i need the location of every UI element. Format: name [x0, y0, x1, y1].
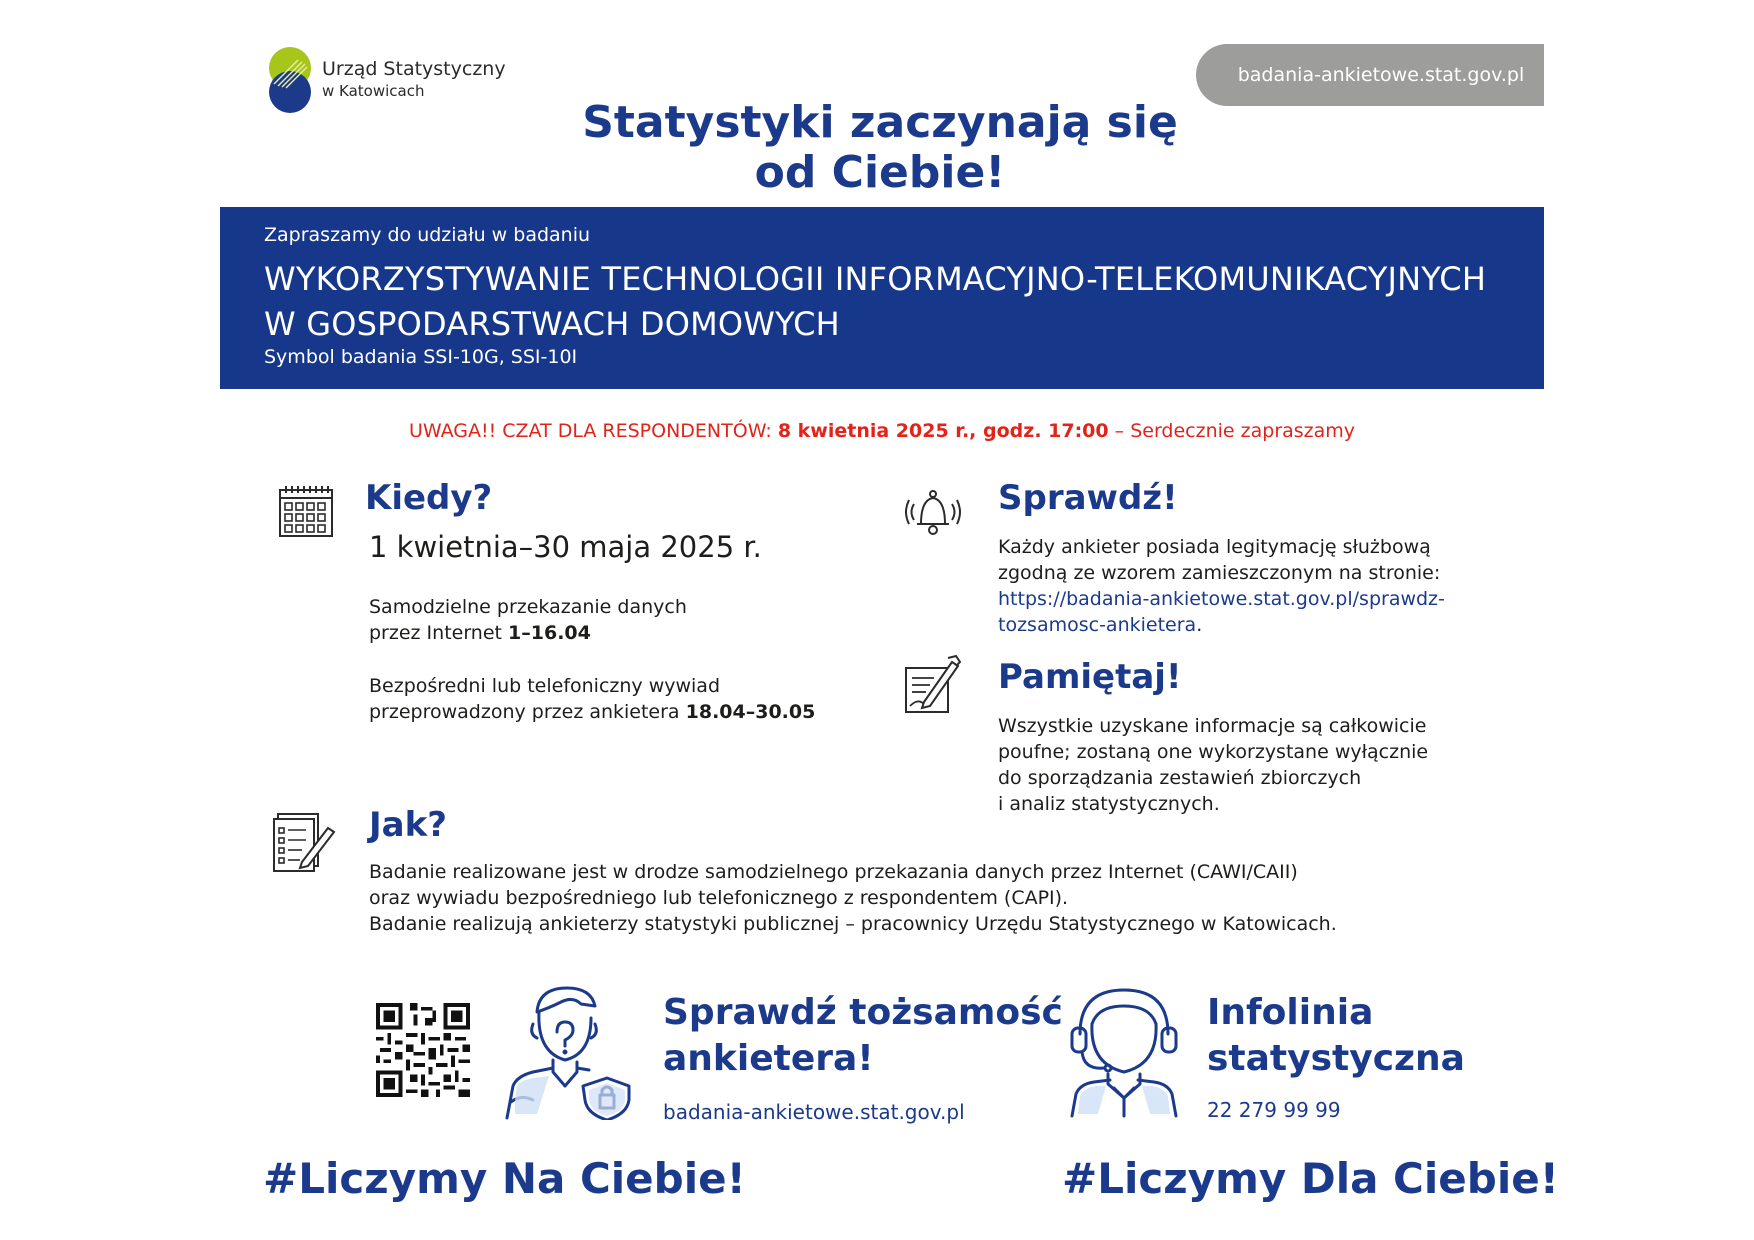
infoline-title-line-2: statystyczna	[1207, 1038, 1465, 1079]
sprawdz-text	[998, 534, 1445, 638]
kiedy-p2-dates: 18.04–30.05	[685, 701, 816, 723]
org-name	[322, 58, 506, 102]
pamietaj-text	[998, 713, 1428, 817]
survey-title-line-1: WYKORZYSTYWANIE TECHNOLOGII INFORMACYJNO-TELEKOMUNIKACYJNYCH	[264, 260, 1487, 298]
jak-line-2: oraz wywiadu bezpośredniego lub telefonicznego z respondentem (CAPI).	[369, 887, 1069, 909]
pamietaj-line-1: Wszystkie uzyskane informacje są całkowicie	[998, 715, 1427, 737]
band-intro: Zapraszamy do udziału w badaniu	[264, 224, 591, 246]
pamietaj-line-4: i analiz statystycznych.	[998, 793, 1220, 815]
sprawdz-line-1: Każdy ankieter posiada legitymację służbową	[998, 536, 1431, 558]
kiedy-p2-line-2	[369, 699, 815, 725]
chat-notice	[220, 420, 1544, 442]
section-title-pamietaj: Pamiętaj!	[998, 657, 1182, 697]
section-title-kiedy: Kiedy?	[365, 478, 493, 518]
note-pencil-icon	[904, 654, 962, 716]
verify-link-line-2-wrap	[998, 612, 1445, 638]
sprawdz-line-2: zgodną ze wzorem zamieszczonym na stronie:	[998, 562, 1441, 584]
verify-identity-title	[663, 990, 1063, 1082]
notice-suffix: – Serdecznie zapraszamy	[1108, 420, 1356, 442]
kiedy-p1-line-2-text: przez Internet	[369, 622, 509, 644]
infoline-title-line-1: Infolinia	[1207, 992, 1374, 1033]
pamietaj-line-2: poufne; zostaną one wykorzystane wyłącznie	[998, 741, 1429, 763]
pamietaj-line-3: do sporządzania zestawień zbiorczych	[998, 767, 1362, 789]
headline-line-2: od Ciebie!	[754, 147, 1006, 198]
survey-title-line-2: W GOSPODARSTWACH DOMOWYCH	[264, 305, 840, 343]
infoline-title	[1207, 990, 1465, 1082]
kiedy-p1-line-1: Samodzielne przekazanie danych	[369, 596, 687, 618]
verify-title-line-2: ankietera!	[663, 1038, 874, 1079]
survey-url-pill[interactable]: badania-ankietowe.stat.gov.pl	[1196, 44, 1544, 106]
verify-link-line-2[interactable]: tozsamosc-ankietera	[998, 614, 1197, 636]
verify-url[interactable]: badania-ankietowe.stat.gov.pl	[663, 1100, 965, 1124]
survey-dates: 1 kwietnia–30 maja 2025 r.	[369, 530, 762, 564]
survey-symbol: Symbol badania SSI-10G, SSI-10I	[264, 346, 578, 368]
kiedy-paragraph-1	[369, 594, 687, 646]
kiedy-p2-line-2-text: przeprowadzony przez ankietera	[369, 701, 686, 723]
bell-icon	[904, 486, 962, 542]
survey-title	[264, 257, 1486, 347]
verify-title-line-1: Sprawdź tożsamość	[663, 992, 1063, 1033]
org-name-main: Urząd Statystyczny	[322, 58, 506, 80]
notice-date: 8 kwietnia 2025 r., godz. 17:00	[777, 420, 1109, 442]
kiedy-p1-dates: 1–16.04	[508, 622, 591, 644]
logo-icon	[268, 46, 312, 114]
verify-link-line-1[interactable]: https://badania-ankietowe.stat.gov.pl/sprawdz-	[998, 588, 1445, 610]
page-headline	[520, 98, 1240, 198]
section-title-jak: Jak?	[369, 805, 447, 845]
infoline-phone[interactable]: 22 279 99 99	[1207, 1098, 1341, 1122]
kiedy-p1-line-2	[369, 620, 687, 646]
org-name-city: w Katowicach	[322, 82, 425, 100]
hashtag-left: #Liczymy Na Ciebie!	[263, 1154, 746, 1203]
headline-line-1: Statystyki zaczynają się	[582, 97, 1178, 148]
kiedy-p2-line-1: Bezpośredni lub telefoniczny wywiad	[369, 675, 720, 697]
notice-prefix: UWAGA!! CZAT DLA RESPONDENTÓW:	[408, 420, 778, 442]
hashtag-right: #Liczymy Dla Ciebie!	[1062, 1154, 1559, 1203]
jak-line-1: Badanie realizowane jest w drodze samodzielnego przekazania danych przez Internet (CAWI/CAII)	[369, 861, 1298, 883]
kiedy-paragraph-2	[369, 673, 815, 725]
calendar-icon	[278, 484, 336, 540]
jak-line-3: Badanie realizują ankieterzy statystyki publicznej – pracownicy Urzędu Statystycznego w Katowicach.	[369, 913, 1337, 935]
survey-title-band	[220, 207, 1544, 389]
headset-agent-icon	[1068, 984, 1180, 1118]
interviewer-shield-icon	[503, 982, 631, 1120]
section-title-sprawdz: Sprawdź!	[998, 478, 1178, 518]
survey-form-icon	[272, 812, 338, 874]
verify-link-period: .	[1196, 614, 1203, 636]
qr-code-icon[interactable]	[376, 1003, 470, 1097]
jak-text	[369, 859, 1337, 937]
